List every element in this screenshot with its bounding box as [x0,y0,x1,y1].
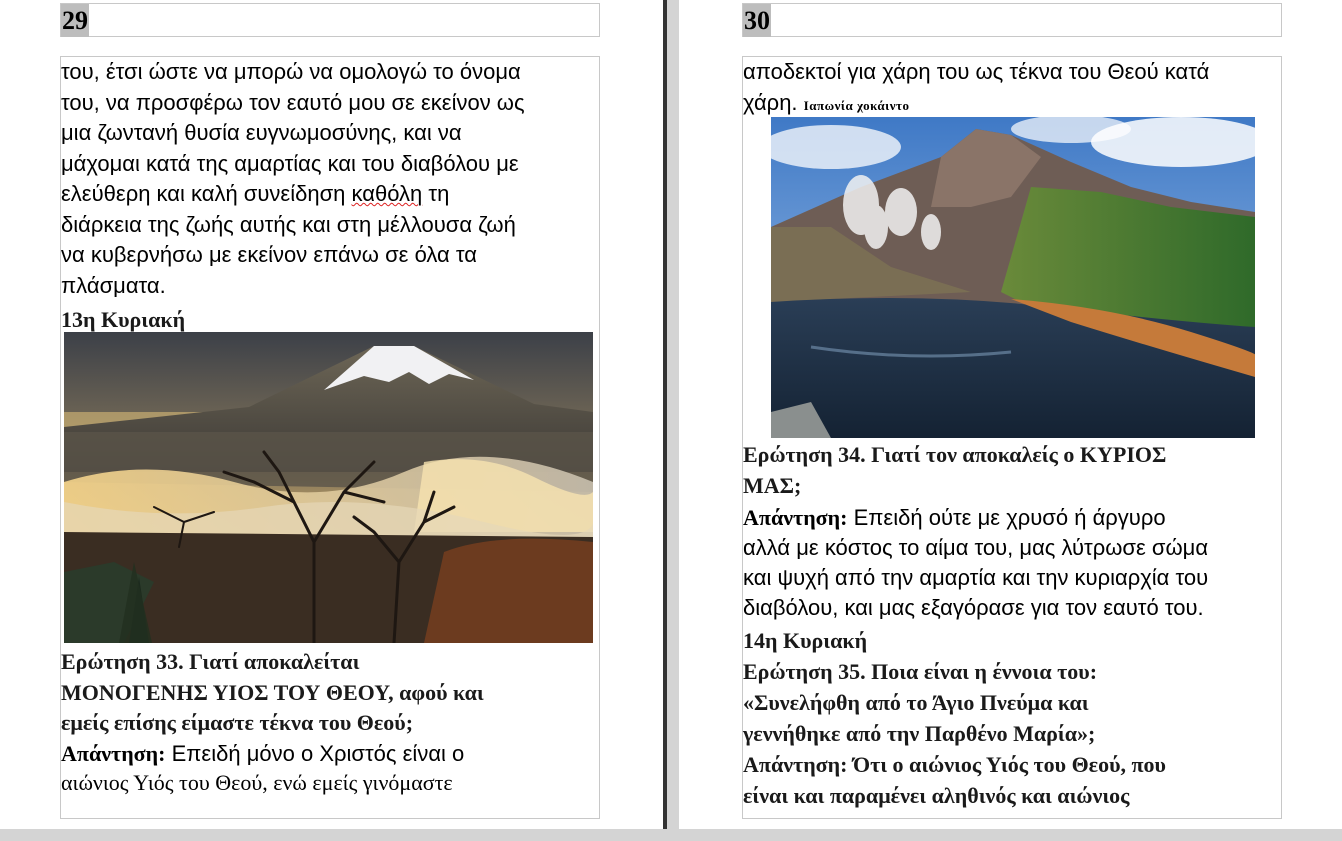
text-line: μάχομαι κατά της αμαρτίας και του διαβόλου με [61,150,519,176]
sunday-heading: 14η Κυριακή [743,628,868,653]
text-line [743,88,910,122]
page-header-frame [60,3,600,37]
text-line [61,179,449,210]
answer-34-line: αλλά με κόστος το αίμα του, μας λύτρωσε σώμα [743,535,1209,560]
image-caption: Ιαπωνία χοκάιντο [803,97,910,113]
text-line-part: ελεύθερη και καλή συνείδηση καθόλη τη [61,181,450,206]
answer-text: Επειδή ούτε με χρυσό ή άργυρο [847,505,1166,530]
spellcheck-word[interactable]: καθόλη [351,181,423,206]
answer-33-line: αιώνιος Υιός του Θεού, ενώ εμείς γινόμαστε [61,770,453,795]
text-line: πλάσματα. [61,272,166,298]
mount-fuji-image [64,332,593,643]
answer-34-line: και ψυχή από την αμαρτία και την κυριαρχία του [743,565,1209,590]
page-number: 29 [62,6,88,35]
text-line: μια ζωντανή θυσία ευγνωμοσύνης, και να [61,120,462,145]
question-35-line: «Συνελήφθη από το Άγιο Πνεύμα και [743,690,1089,715]
text-line: του, έτσι ώστε να μπορώ να ομολογώ το όνομα [61,59,521,84]
text-line: διάρκεια της ζωής αυτής και στη μέλλουσα ζωή [61,211,516,237]
hokkaido-volcano-image [771,117,1255,438]
hokkaido-volcano-illustration [771,117,1255,438]
mount-fuji-illustration [64,332,593,643]
question-35-line: Ερώτηση 35. Ποια είναι η έννοια του: [743,659,1098,684]
question-34-line: ΜΑΣ; [743,473,802,498]
page-header-frame [742,3,1282,37]
answer-label: Απάντηση: [61,741,166,766]
text-line: αποδεκτοί για χάρη του ως τέκνα του Θεού κατά [743,59,1210,84]
page-gutter [667,0,679,829]
horizontal-scrollbar[interactable] [0,829,1342,841]
question-34-line: Ερώτηση 34. Γιατί τον αποκαλείς ο ΚΥΡΙΟΣ [743,442,1167,467]
question-35-line: γεννήθηκε από την Παρθένο Μαρία»; [743,721,1096,746]
answer-text: Επειδή μόνο ο Χριστός είναι ο [165,741,465,766]
page-number: 30 [744,6,770,35]
answer-label: Απάντηση: [743,505,848,530]
answer-34-line: διαβόλου, και μας εξαγόρασε για τον εαυτό του. [743,595,1204,620]
answer-34-line [743,503,1166,534]
text-line-part: χάρη. [743,89,798,115]
text-line: του, να προσφέρω τον εαυτό μου σε εκείνον ως [61,89,525,115]
sunday-heading: 13η Κυριακή [61,307,186,332]
answer-33-line [61,739,464,770]
question-33-line: εμείς επίσης είμαστε τέκνα του Θεού; [61,710,414,735]
question-33-line: ΜΟΝΟΓΕΝΗΣ ΥΙΟΣ ΤΟΥ ΘΕΟΥ, αφού και [61,680,484,705]
answer-35-line: είναι και παραμένει αληθινός και αιώνιος [743,783,1130,808]
answer-35-line: Απάντηση: Ότι ο αιώνιος Υιός του Θεού, που [743,752,1166,777]
question-33-line: Ερώτηση 33. Γιατί αποκαλείται [61,649,360,674]
text-line: να κυβερνήσω με εκείνον επάνω σε όλα τα [61,242,477,267]
